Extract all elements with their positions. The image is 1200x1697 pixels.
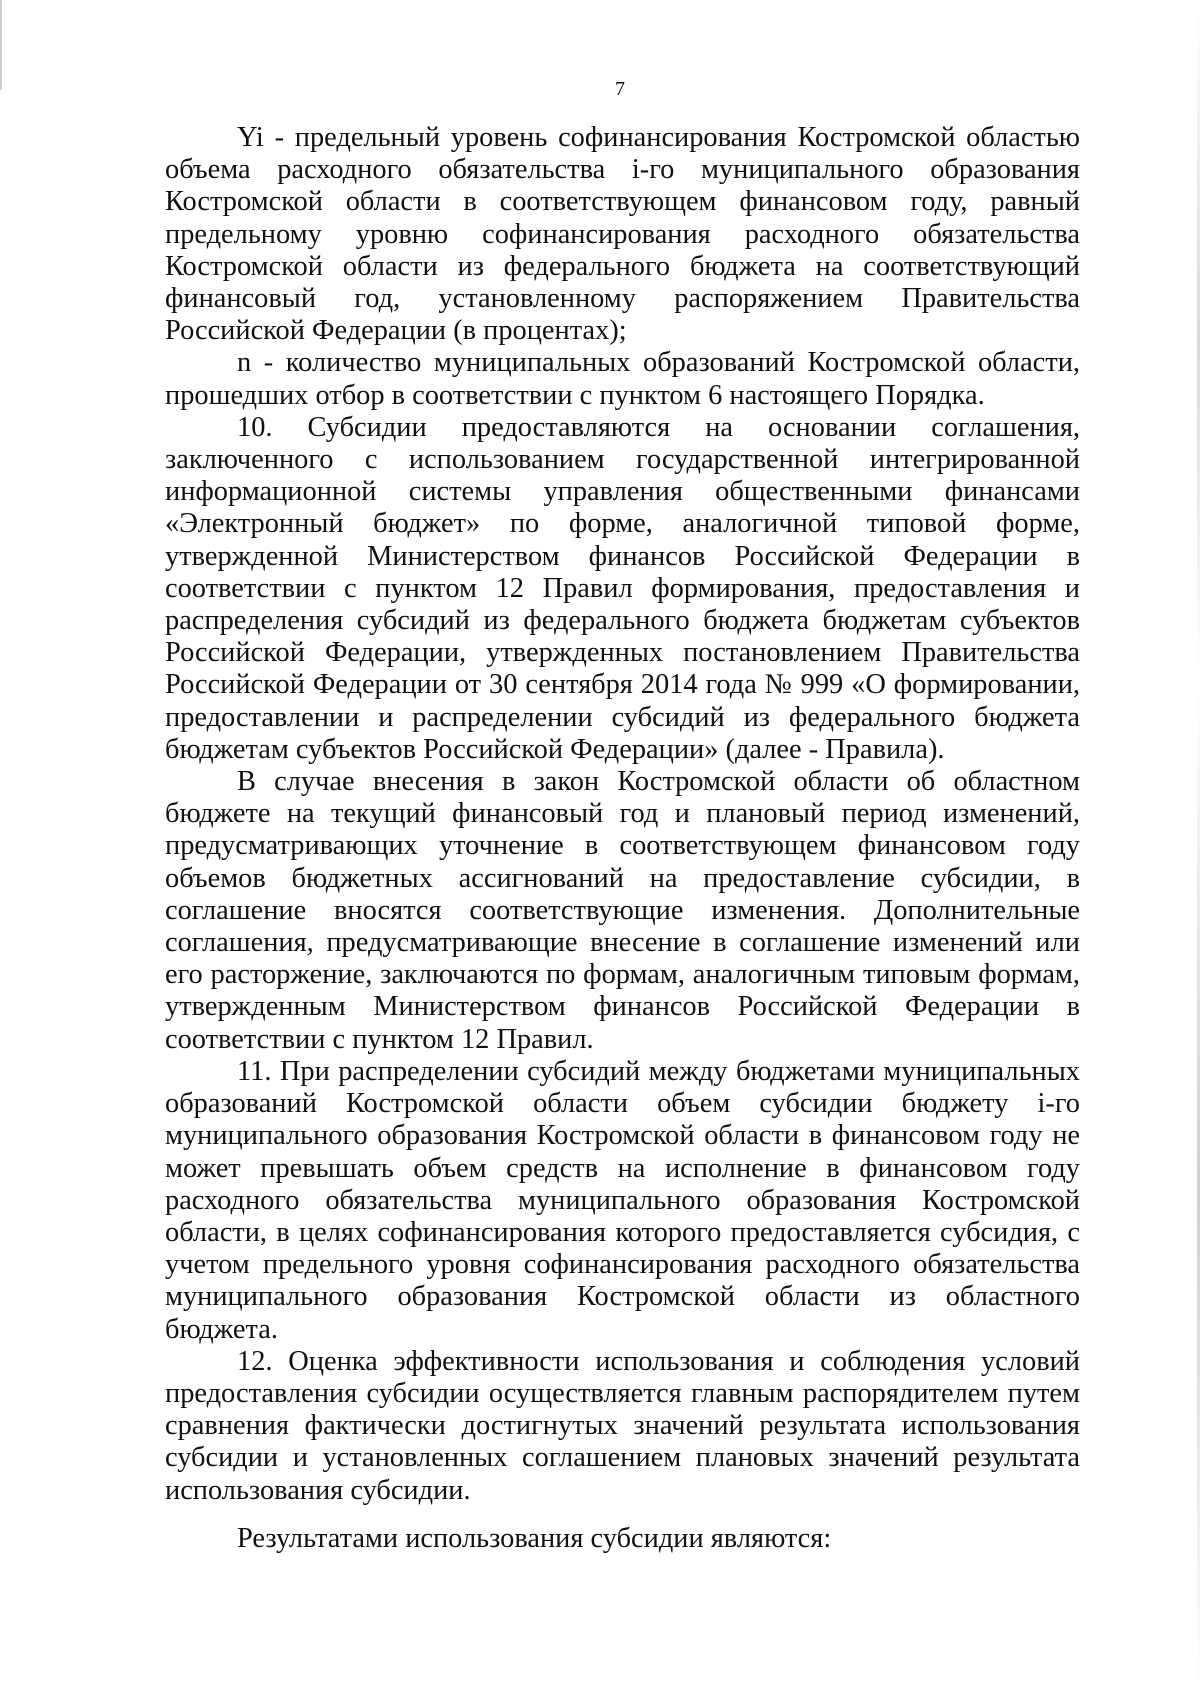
paragraph-results-intro: Результатами использования субсидии являются:	[237, 1522, 832, 1554]
paragraph-n-definition: n - количество муниципальных образований Костромской области, прошедших отбор в соответствии с пунктом 6 настоящего Порядка.	[165, 347, 1080, 411]
paragraph-amendments: В случае внесения в закон Костромской области об областном бюджете на текущий финансовый год и плановый период изменений, предусматривающих уточнение в соответствующем финансовом году объемов бюджетных ассигнований на предоставление субсидии, в соглашение вносятся соответствующие изменения. Дополнительные соглашения, предусматривающие внесение в соглашение изменений или его расторжение, заключаются по формам, аналогичным типовым формам, утвержденным Министерством финансов Российской Федерации в соответствии с пунктом 12 Правил.	[165, 766, 1080, 1055]
paragraph-yi-definition: Yi - предельный уровень софинансирования Костромской областью объема расходного обязательства i-го муниципального образования Костромской области в соответствующем финансовом году, равный предельному уровню софинансирования расходного обязательства Костромской области из федерального бюджета на соответствующий финансовый год, установленному распоряжением Правительства Российской Федерации (в процентах);	[165, 122, 1080, 347]
paragraph-12: 12. Оценка эффективности использования и соблюдения условий предоставления субсидии осуществляется главным распорядителем путем сравнения фактически достигнутых значений результата использования субсидии и установленных соглашением плановых значений результата использования субсидии.	[165, 1345, 1080, 1506]
page-number: 7	[615, 78, 625, 100]
document-body	[165, 122, 1080, 1555]
scan-edge-mark	[0, 0, 2, 90]
paragraph-11: 11. При распределении субсидий между бюджетами муниципальных образований Костромской области объем субсидии бюджету i-го муниципального образования Костромской области в финансовом году не может превышать объем средств на исполнение в финансовом году расходного обязательства муниципального образования Костромской области, в целях софинансирования которого предоставляется субсидия, с учетом предельного уровня софинансирования расходного обязательства муниципального образования Костромской области из областного бюджета.	[165, 1055, 1080, 1345]
paragraph-10: 10. Субсидии предоставляются на основании соглашения, заключенного с использованием государственной интегрированной информационной системы управления общественными финансами «Электронный бюджет» по форме, аналогичной типовой форме, утвержденной Министерством финансов Российской Федерации в соответствии с пунктом 12 Правил формирования, предоставления и распределения субсидий из федерального бюджета бюджетам субъектов Российской Федерации, утвержденных постановлением Правительства Российской Федерации от 30 сентября 2014 года № 999 «О формировании, предоставлении и распределении субсидий из федерального бюджета бюджетам субъектов Российской Федерации» (далее - Правила).	[165, 411, 1080, 765]
